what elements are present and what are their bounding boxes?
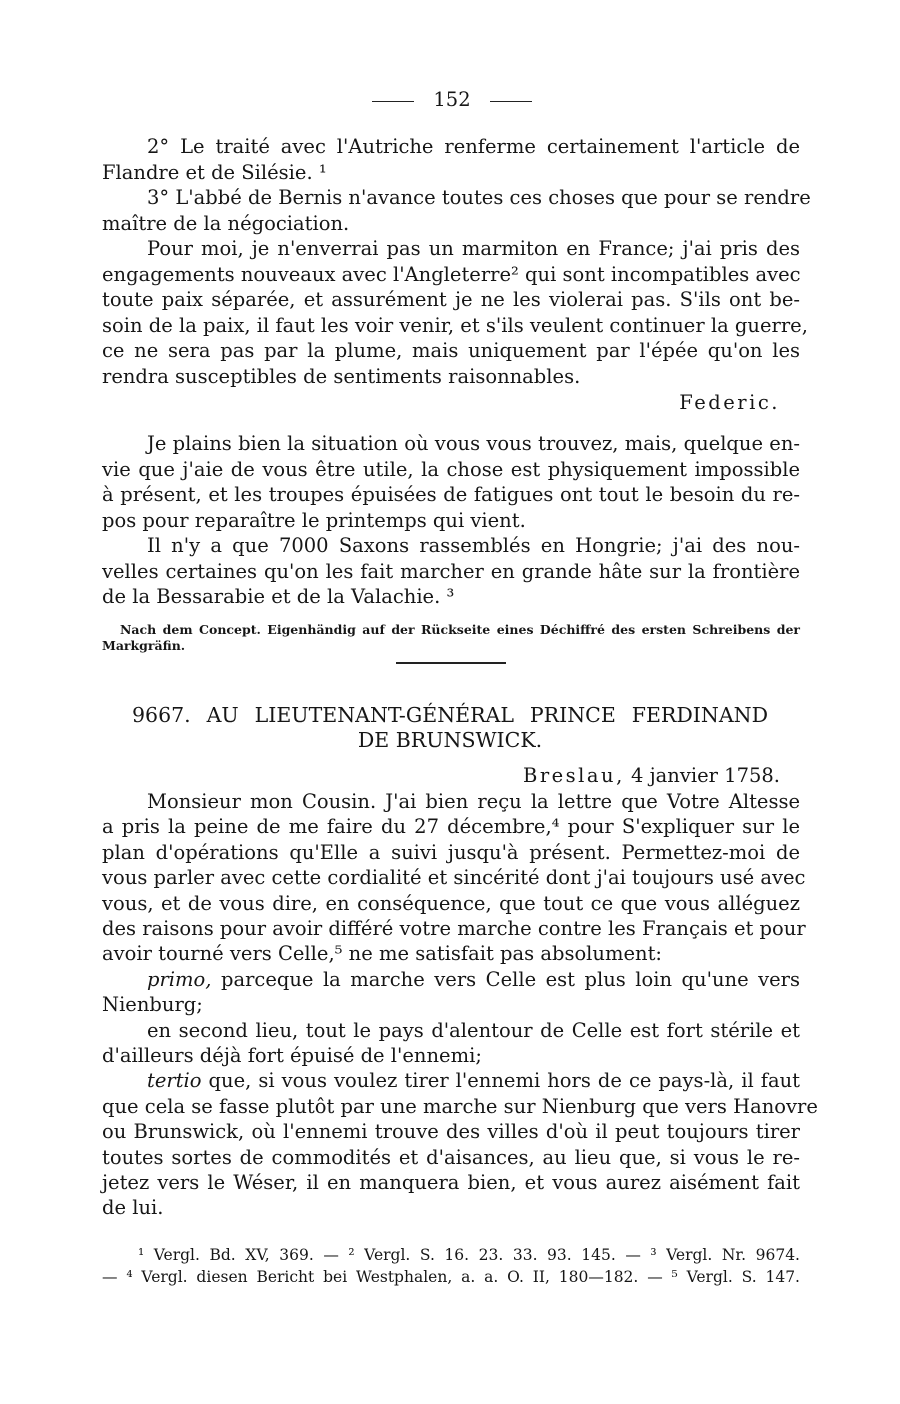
- source-note-line-1: Nach dem Concept. Eigenhändig auf der Rückseite eines Déchiffré des ersten Schreibens der: [120, 622, 800, 637]
- dateline: [430, 764, 780, 788]
- text-line: velles certaines qu'on les fait marcher en grande hâte sur la frontière: [102, 559, 800, 583]
- text-line: plan d'opérations qu'Elle a suivi jusqu'à présent. Permettez-moi de: [102, 840, 800, 864]
- italic-lead: primo,: [147, 967, 212, 991]
- text-line: vous parler avec cette cordialité et sincérité dont j'ai toujours usé avec: [102, 866, 806, 890]
- text-line: Je plains bien la situation où vous vous trouvez, mais, quelque en-: [147, 432, 800, 455]
- letter-heading-line-1: 9667. AU LIEUTENANT-GÉNÉRAL PRINCE FERDINAND: [132, 703, 768, 727]
- text-line: maître de la négociation.: [102, 211, 350, 235]
- text-line: des raisons pour avoir différé votre marche contre les Français et pour: [102, 917, 806, 940]
- text-line: vie que j'aie de vous être utile, la chose est physiquement impossible: [102, 457, 800, 481]
- text-line: vous, et de vous dire, en conséquence, que tout ce que vous alléguez: [102, 891, 800, 915]
- text-line: en second lieu, tout le pays d'alentour de Celle est fort stérile et: [147, 1018, 800, 1042]
- text-line: à présent, et les troupes épuisées de fatigues ont tout le besoin du re-: [102, 483, 800, 506]
- text-line: ce ne sera pas par la plume, mais uniquement par l'épée qu'on les: [102, 339, 800, 362]
- page-number: 152: [433, 88, 471, 111]
- text-line: jetez vers le Wéser, il en manquera bien, et vous aurez aisément fait: [102, 1171, 800, 1194]
- header-dash-right: [490, 101, 532, 102]
- text-line: ou Brunswick, où l'ennemi trouve des villes d'où il peut toujours tirer: [102, 1120, 800, 1144]
- text-line: d'ailleurs déjà fort épuisé de l'ennemi;: [102, 1044, 482, 1067]
- text-line: tertio que, si vous voulez tirer l'ennemi hors de ce pays-là, il faut: [147, 1069, 800, 1093]
- text-line: de lui.: [102, 1196, 164, 1220]
- text-line: soin de la paix, il faut les voir venir, et s'ils veulent continuer la guerre,: [102, 313, 808, 337]
- text-line: avoir tourné vers Celle,⁵ ne me satisfait pas absolument:: [102, 942, 662, 966]
- text-line: rendra susceptibles de sentiments raisonnables.: [102, 364, 581, 388]
- text-line: Pour moi, je n'enverrai pas un marmiton en France; j'ai pris des: [147, 237, 800, 260]
- signature: Federic.: [679, 391, 780, 414]
- text-line: Nienburg;: [102, 993, 203, 1017]
- italic-lead: tertio: [147, 1069, 202, 1093]
- footnote-line-1: ¹ Vergl. Bd. XV, 369. — ² Vergl. S. 16. 23. 33. 93. 145. — ³ Vergl. Nr. 9674.: [138, 1246, 800, 1264]
- text-line: toutes sortes de commodités et d'aisances, au lieu que, si vous le re-: [102, 1145, 800, 1169]
- text-line: primo, parceque la marche vers Celle est plus loin qu'une vers: [147, 967, 800, 991]
- header-dash-left: [372, 101, 414, 102]
- text-line: que cela se fasse plutôt par une marche sur Nienburg que vers Hanovre: [102, 1094, 818, 1118]
- footnote-line-2: — ⁴ Vergl. diesen Bericht bei Westphalen, a. a. O. II, 180—182. — ⁵ Vergl. S. 147.: [102, 1268, 800, 1286]
- letter-heading-line-2: DE BRUNSWICK.: [357, 728, 543, 752]
- text-line: 3° L'abbé de Bernis n'avance toutes ces choses que pour se rendre: [147, 186, 811, 209]
- text-line: toute paix séparée, et assurément je ne les violerai pas. S'ils ont be-: [102, 288, 800, 311]
- text-line: a pris la peine de me faire du 27 décembre,⁴ pour S'expliquer sur le: [102, 815, 800, 839]
- section-divider: [396, 662, 506, 664]
- text-line: 2° Le traité avec l'Autriche renferme certainement l'article de: [147, 135, 800, 158]
- text-line: Monsieur mon Cousin. J'ai bien reçu la lettre que Votre Altesse: [147, 790, 800, 813]
- source-note-line-2: Markgräfin.: [102, 638, 186, 653]
- dateline-date: 4 janvier 1758.: [631, 764, 780, 787]
- text-line: de la Bessarabie et de la Valachie. ³: [102, 585, 455, 608]
- text-line: engagements nouveaux avec l'Angleterre² qui sont incompatibles avec: [102, 262, 801, 286]
- text-line: Il n'y a que 7000 Saxons rassemblés en Hongrie; j'ai des nou-: [147, 534, 800, 557]
- dateline-place: Breslau,: [522, 764, 625, 787]
- text-line: Flandre et de Silésie. ¹: [102, 160, 327, 184]
- text-line: pos pour reparaître le printemps qui vient.: [102, 508, 526, 532]
